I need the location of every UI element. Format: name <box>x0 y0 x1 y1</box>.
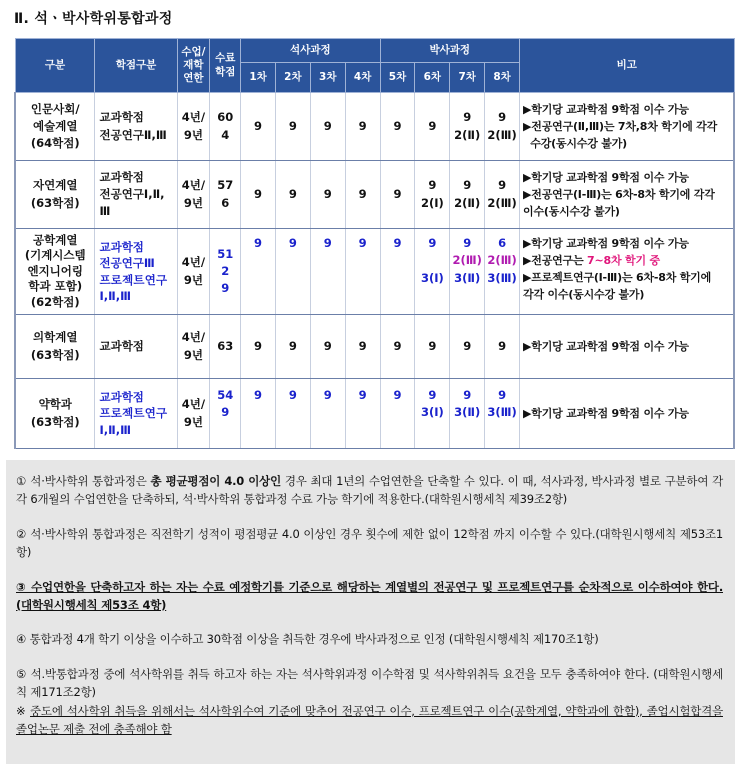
header-academic-category: 학점구분 <box>95 39 177 93</box>
term-cell: 9 <box>345 229 380 315</box>
row-remarks: ▶학기당 교과학점 9학점 이수 가능 ▶전공연구는 7~8차 학기 중 ▶프로젝트연구(Ⅰ-Ⅲ)는 6차-8차 학기에 각각 이수(동시수강 불가) <box>520 229 734 315</box>
note-3: ③ 수업연한을 단축하고자 하는 자는 수료 예정학기를 기준으로 해당하는 계열별의 전공연구 및 프로젝트연구를 순차적으로 이수하여야 한다. (대학원시행세칙 제53조 4항) <box>16 579 723 612</box>
term-cell: 9 <box>310 315 345 379</box>
term-cell: 9 <box>415 93 450 161</box>
row-remarks: ▶학기당 교과학점 9학점 이수 가능 ▶전공연구(Ⅰ-Ⅲ)는 6차-8차 학기에 각각 이수(동시수강 불가) <box>520 161 734 229</box>
note-1: ① 석·박사학위 통합과정은 총 평균평점이 4.0 이상인 경우 최대 1년의 수업연한을 단축할 수 있다. 이 때, 석사과정, 박사과정 별로 구분하여 각각 6개월의 수업연한을 단축하되, 석·박사학위 통합과정 수료 가능 학기에 적용한다.(대학원시행세칙 제39조2항) <box>16 474 723 507</box>
row-credit-types: 교과학점 전공연구Ⅰ,Ⅱ, Ⅲ <box>95 161 177 229</box>
header-term-7: 7차 <box>450 63 485 93</box>
header-term-3: 3차 <box>310 63 345 93</box>
term-cell: 9 <box>241 315 276 379</box>
term-cell: 9 <box>380 379 415 449</box>
term-cell: 9 <box>380 161 415 229</box>
term-cell: 9 <box>380 315 415 379</box>
row-remarks: ▶학기당 교과학점 9학점 이수 가능 <box>520 379 734 449</box>
term-cell: 9 <box>345 161 380 229</box>
term-cell: 9 <box>241 229 276 315</box>
row-category: 공학계열 (기계시스템 엔지니어링 학과 포함) (62학점) <box>15 229 95 315</box>
header-masters: 석사과정 <box>241 39 380 63</box>
term-cell: 9 <box>241 161 276 229</box>
note-6: ※ 중도에 석사학위 취득을 위해서는 석사학위수여 기준에 맞추어 전공연구 이수, 프로젝트연구 이수(공학계열, 약학과에 한함), 졸업시험합격을 졸업논문 제출 전에 충족해야 함 <box>16 703 723 736</box>
term-cell: 9 <box>380 93 415 161</box>
term-cell: 9 2(Ⅱ) <box>450 93 485 161</box>
header-phd: 박사과정 <box>380 39 519 63</box>
row-duration: 4년/ 9년 <box>177 93 210 161</box>
table-row <box>15 161 734 229</box>
row-remarks: ▶학기당 교과학점 9학점 이수 가능 <box>520 315 734 379</box>
term-cell: 9 <box>275 93 310 161</box>
header-term-8: 8차 <box>485 63 520 93</box>
table-row <box>15 93 734 161</box>
term-cell: 9 3(Ⅰ) <box>415 379 450 449</box>
term-cell: 9 2(Ⅲ) <box>485 93 520 161</box>
note-2: ② 석·박사학위 통합과정은 직전학기 성적이 평점평균 4.0 이상인 경우 횟수에 제한 없이 12학점 까지 이수할 수 있다.(대학원시행세칙 제53조1항) <box>16 526 723 560</box>
header-term-4: 4차 <box>345 63 380 93</box>
row-category: 인문사회/ 예술계열 (64학점) <box>15 93 95 161</box>
row-credits: 51 2 9 <box>210 229 241 315</box>
row-credit-types: 교과학점 프로젝트연구 Ⅰ,Ⅱ,Ⅲ <box>95 379 177 449</box>
term-cell: 9 <box>345 379 380 449</box>
term-cell: 9 2(Ⅲ) 3(Ⅱ) <box>450 229 485 315</box>
row-duration: 4년/ 9년 <box>177 229 210 315</box>
term-cell: 9 2(Ⅲ) <box>485 161 520 229</box>
term-cell: 9 3(Ⅲ) <box>485 379 520 449</box>
row-credit-types: 교과학점 전공연구Ⅱ,Ⅲ <box>95 93 177 161</box>
header-term-2: 2차 <box>275 63 310 93</box>
row-duration: 4년/ 9년 <box>177 315 210 379</box>
row-credit-types: 교과학점 <box>95 315 177 379</box>
page-title: Ⅱ. 석ㆍ박사학위통합과정 <box>14 11 173 27</box>
term-cell: 9 2(Ⅱ) <box>450 161 485 229</box>
header-term-5: 5차 <box>380 63 415 93</box>
row-credits: 54 9 <box>210 379 241 449</box>
term-cell: 9 <box>310 93 345 161</box>
row-category: 의학계열 (63학점) <box>15 315 95 379</box>
term-cell: 9 <box>275 229 310 315</box>
term-cell: 9 3(Ⅱ) <box>450 379 485 449</box>
term-cell: 9 <box>345 93 380 161</box>
header-category: 구분 <box>15 39 95 93</box>
header-completion: 수료 학점 <box>210 39 241 93</box>
term-cell: 9 <box>415 315 450 379</box>
term-cell: 6 2(Ⅲ) 3(Ⅲ) <box>485 229 520 315</box>
integrated-program-table <box>14 38 735 449</box>
term-cell: 9 <box>380 229 415 315</box>
row-credits: 60 4 <box>210 93 241 161</box>
table-row <box>15 315 734 379</box>
term-cell: 9 <box>485 315 520 379</box>
term-cell: 9 <box>275 161 310 229</box>
term-cell: 9 3(Ⅰ) <box>415 229 450 315</box>
term-cell: 9 <box>310 229 345 315</box>
header-term-1: 1차 <box>241 63 276 93</box>
note-4: ④ 통합과정 4개 학기 이상을 이수하고 30학점 이상을 취득한 경우에 박사과정으로 인정 (대학원시행세칙 제170조1항) <box>16 632 599 647</box>
header-row-1 <box>15 39 734 63</box>
term-cell: 9 <box>345 315 380 379</box>
term-cell: 9 <box>241 93 276 161</box>
term-cell: 9 <box>310 161 345 229</box>
term-cell: 9 <box>310 379 345 449</box>
note-5: ⑤ 석.박통합과정 중에 석사학위를 취득 하고자 하는 자는 석사학위과정 이수학점 및 석사학위취득 요건을 모두 충족하여야 한다. (대학원시행세칙 제171조2항) <box>16 666 723 700</box>
term-cell: 9 <box>275 315 310 379</box>
term-cell: 9 <box>450 315 485 379</box>
table-row <box>15 379 734 449</box>
row-category: 자연계열 (63학점) <box>15 161 95 229</box>
row-credits: 57 6 <box>210 161 241 229</box>
row-category: 약학과 (63학점) <box>15 379 95 449</box>
term-cell: 9 2(Ⅰ) <box>415 161 450 229</box>
row-duration: 4년/ 9년 <box>177 379 210 449</box>
table-row <box>15 229 734 315</box>
term-cell: 9 <box>275 379 310 449</box>
header-duration: 수업/ 재학 연한 <box>177 39 210 93</box>
row-remarks: ▶학기당 교과학점 9학점 이수 가능 ▶전공연구(Ⅱ,Ⅲ)는 7차,8차 학기에 각각 수강(동시수강 불가) <box>520 93 734 161</box>
row-credit-types: 교과학점 전공연구Ⅲ 프로젝트연구 Ⅰ,Ⅱ,Ⅲ <box>95 229 177 315</box>
term-cell: 9 <box>241 379 276 449</box>
header-remarks: 비고 <box>520 39 734 93</box>
header-term-6: 6차 <box>415 63 450 93</box>
row-credits: 63 <box>210 315 241 379</box>
row-duration: 4년/ 9년 <box>177 161 210 229</box>
notes-box <box>6 460 735 764</box>
